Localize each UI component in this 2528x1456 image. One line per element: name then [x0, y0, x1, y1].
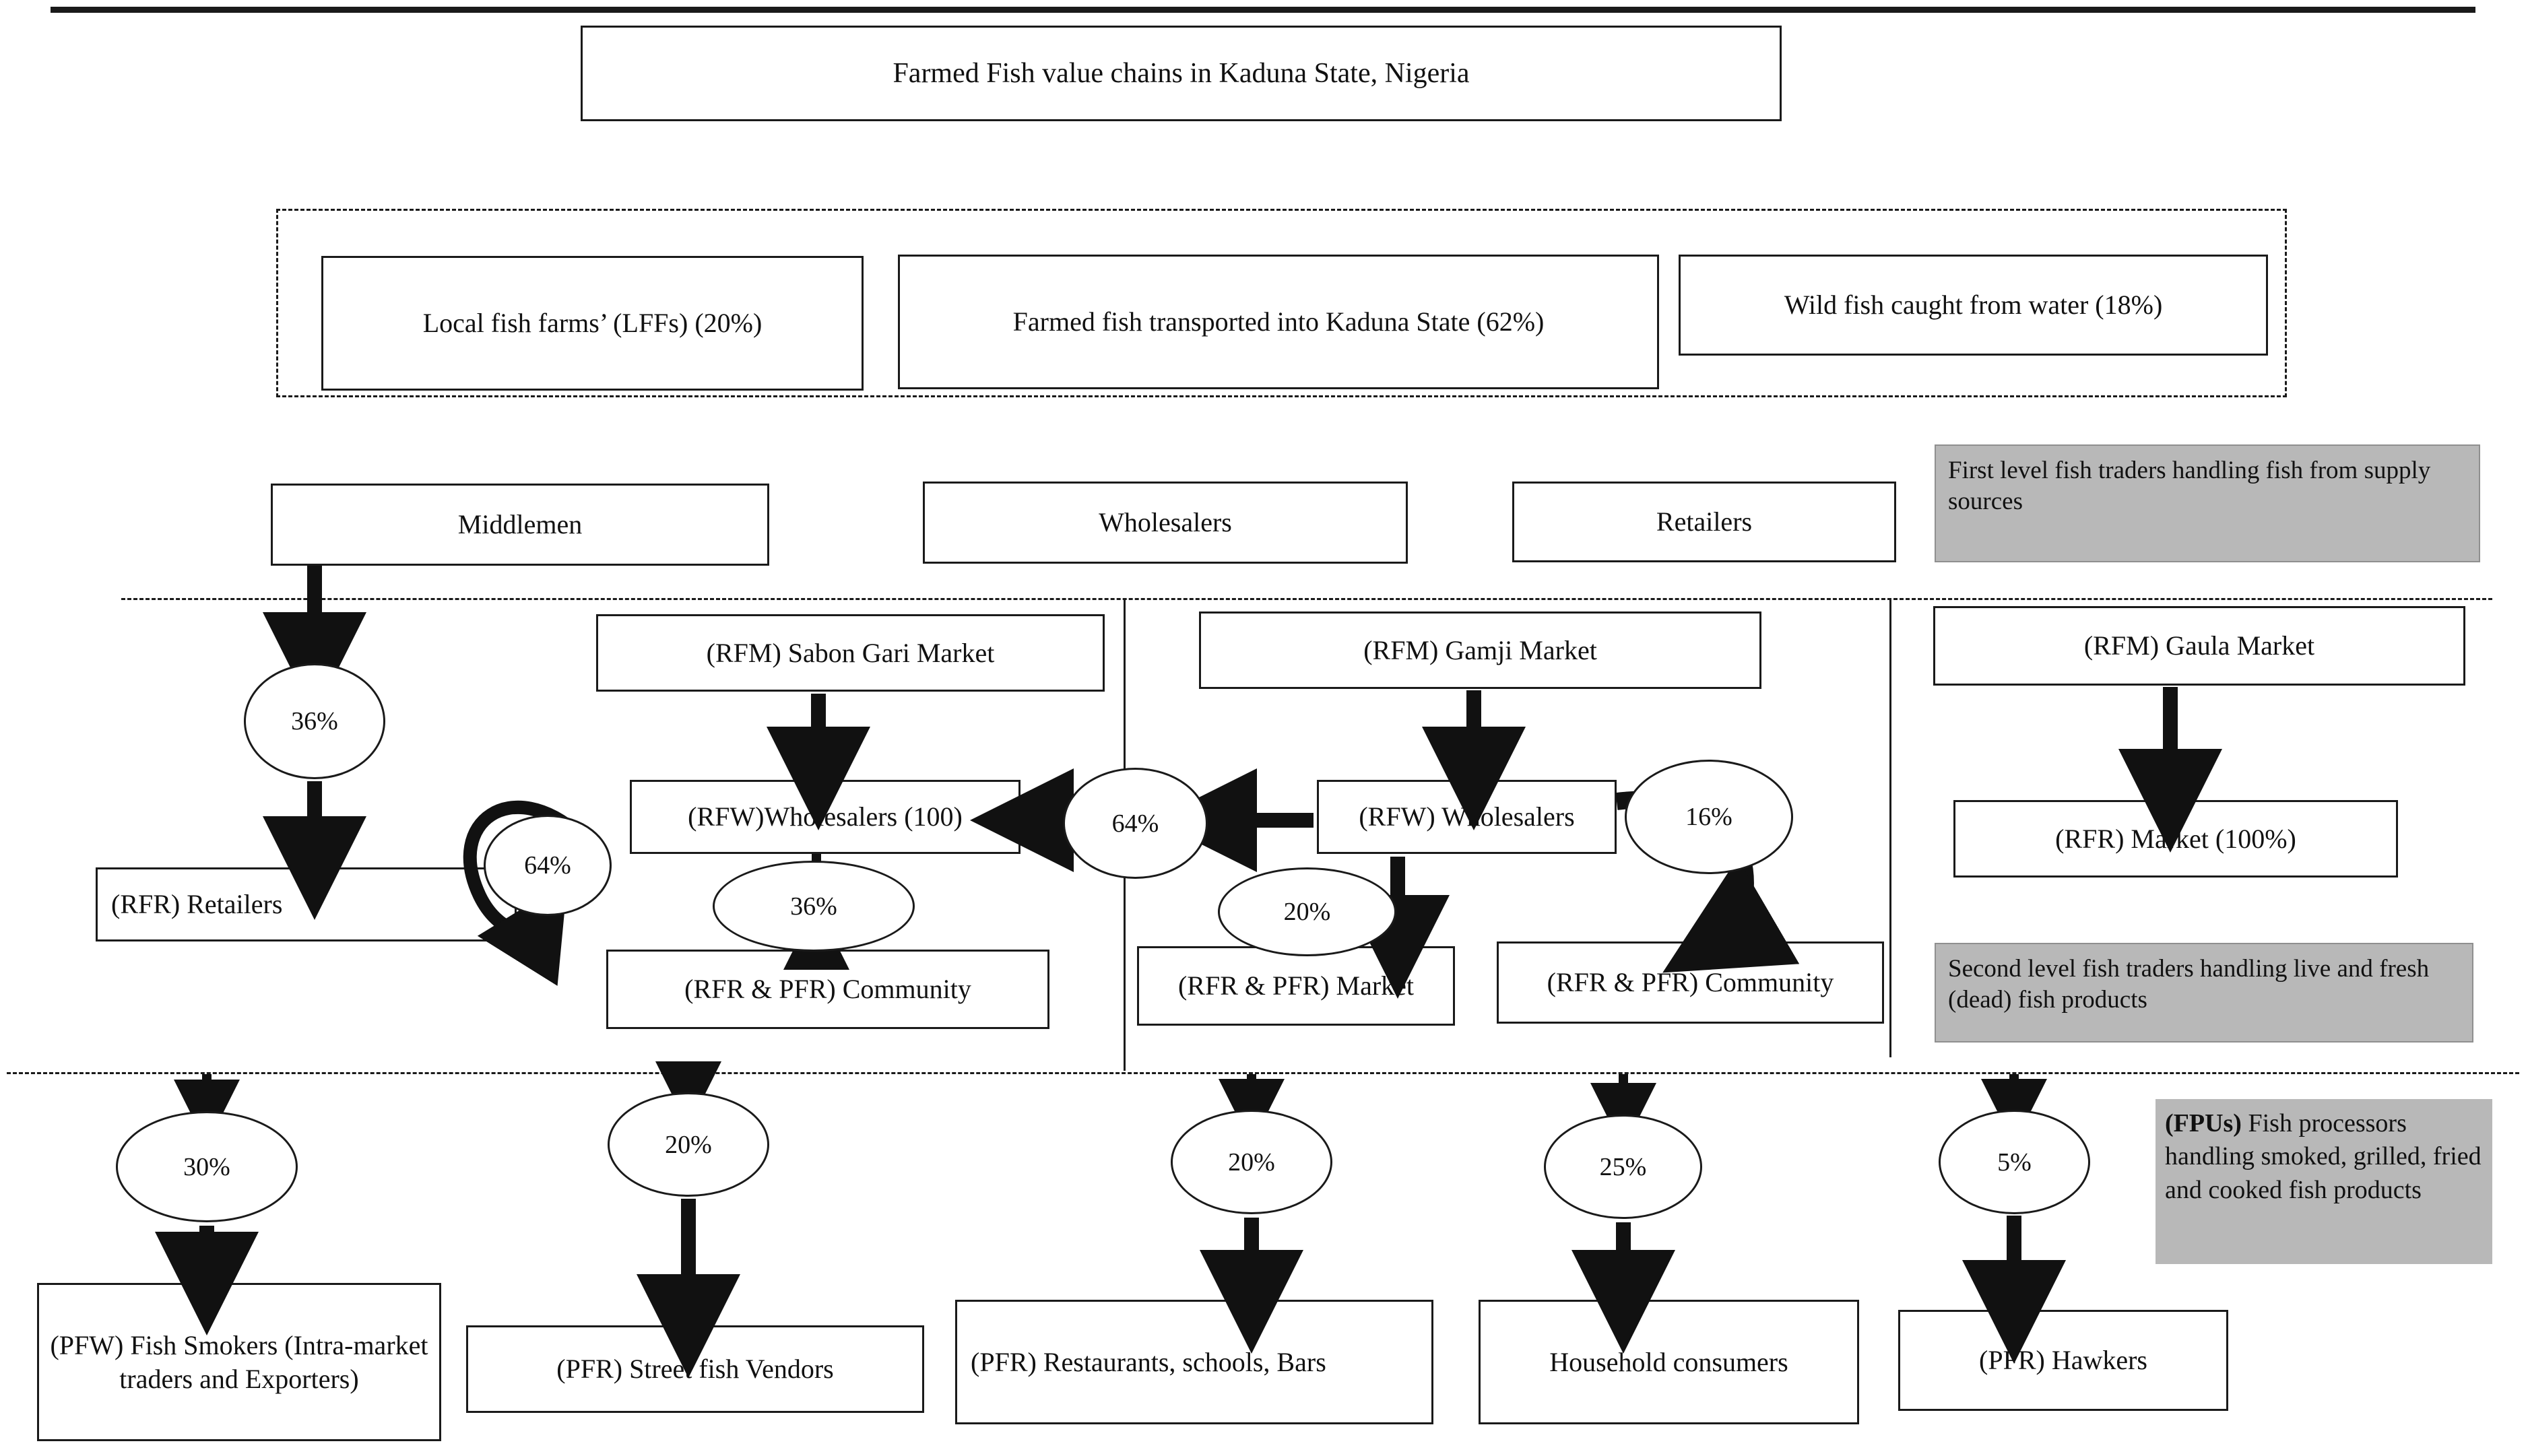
output-label: (PFR) Restaurants, schools, Bars	[971, 1346, 1326, 1377]
percent-label: 25%	[1599, 1152, 1647, 1181]
output-label: (PFR) Hawkers	[1979, 1345, 2147, 1375]
separator-first-level	[121, 598, 2492, 600]
node-wholesalers-gamji	[1317, 780, 1617, 854]
trader-label: Wholesalers	[1099, 507, 1232, 537]
market-sabon-gari	[596, 614, 1105, 692]
percent-label: 20%	[1283, 898, 1331, 926]
pct-sabon-community	[713, 861, 915, 952]
node-label: (RFR & PFR) Community	[684, 974, 971, 1004]
node-market-100	[1953, 800, 2398, 878]
supply-source-label: Wild fish caught from water (18%)	[1784, 290, 2163, 320]
percent-label: 20%	[1228, 1148, 1275, 1177]
node-retailers-rfr	[96, 867, 517, 941]
percent-label: 64%	[524, 851, 571, 880]
first-level-wholesalers	[923, 482, 1408, 564]
node-wholesalers-100	[630, 780, 1020, 854]
percent-label: 16%	[1685, 803, 1732, 831]
supply-source-transported	[898, 255, 1659, 389]
legend-first-level	[1935, 444, 2480, 562]
legend-fpu	[2156, 1099, 2492, 1264]
legend-text: Second level fish traders handling live and fresh (dead) fish products	[1948, 955, 2430, 1014]
percent-label: 20%	[665, 1130, 712, 1159]
output-fish-smokers	[37, 1283, 441, 1441]
node-community-left	[606, 950, 1049, 1029]
pct-middlemen-to-retailers	[244, 663, 385, 779]
market-gaula	[1933, 606, 2465, 686]
supply-source-local-farms	[321, 256, 864, 391]
pct-out-hawkers	[1939, 1110, 2090, 1214]
diagram-title-box	[581, 26, 1782, 121]
legend-text: First level fish traders handling fish from supply sources	[1948, 457, 2431, 516]
market-label: (RFM) Gamji Market	[1363, 634, 1597, 665]
pct-out-household	[1544, 1115, 1702, 1219]
percent-label: 36%	[291, 707, 338, 735]
node-market-center	[1137, 946, 1455, 1026]
column-divider-right	[1889, 599, 1891, 1057]
output-street-vendors	[466, 1325, 924, 1413]
page-title: Farmed Fish value chains in Kaduna State, Nigeria	[893, 57, 1470, 89]
node-label: (RFW) Wholesalers	[1359, 801, 1575, 832]
percent-label: 5%	[1997, 1148, 2032, 1177]
output-label: Household consumers	[1549, 1346, 1788, 1377]
legend-fpu-rest: Fish processors handling smoked, grilled, fried and cooked fish products	[2165, 1109, 2482, 1204]
legend-fpu-bold: (FPUs)	[2165, 1109, 2242, 1137]
pct-out-restaurants	[1171, 1110, 1332, 1214]
percent-label: 30%	[183, 1152, 230, 1181]
top-rule	[51, 7, 2475, 13]
output-label: (PFW) Fish Smokers (Intra-market traders and Exporters)	[50, 1329, 428, 1394]
pct-center-to-wholesalers	[1063, 768, 1208, 879]
trader-label: Retailers	[1656, 506, 1753, 537]
node-label: (RFR) Retailers	[111, 889, 283, 919]
output-restaurants	[955, 1300, 1433, 1424]
first-level-retailers	[1512, 482, 1896, 562]
pct-out-smokers	[116, 1111, 298, 1222]
market-label: (RFM) Sabon Gari Market	[706, 637, 995, 668]
pct-retailers-loop	[484, 815, 612, 916]
node-label: (RFR & PFR) Community	[1547, 967, 1834, 997]
supply-source-label: Local fish farms’ (LFFs) (20%)	[422, 308, 763, 338]
pct-gamji-to-market	[1218, 867, 1396, 956]
node-community-right	[1497, 941, 1884, 1024]
pct-out-vendors	[608, 1092, 769, 1197]
market-label: (RFM) Gaula Market	[2083, 630, 2315, 661]
output-household-consumers	[1479, 1300, 1859, 1424]
output-label: (PFR) Street fish Vendors	[556, 1354, 834, 1384]
output-hawkers	[1898, 1310, 2228, 1411]
first-level-middlemen	[271, 484, 769, 566]
supply-source-wild	[1679, 255, 2268, 356]
market-gamji	[1199, 611, 1761, 689]
legend-second-level	[1935, 943, 2473, 1043]
percent-label: 36%	[790, 892, 837, 921]
percent-label: 64%	[1111, 809, 1159, 838]
trader-label: Middlemen	[457, 509, 583, 539]
node-label: (RFR) Market (100%)	[2055, 823, 2296, 854]
pct-gamji-to-community	[1625, 760, 1793, 874]
separator-second-level	[7, 1072, 2519, 1074]
supply-source-label: Farmed fish transported into Kaduna State (62%)	[1012, 306, 1545, 337]
node-label: (RFW)Wholesalers (100)	[688, 801, 963, 832]
node-label: (RFR & PFR) Market	[1177, 970, 1415, 1001]
